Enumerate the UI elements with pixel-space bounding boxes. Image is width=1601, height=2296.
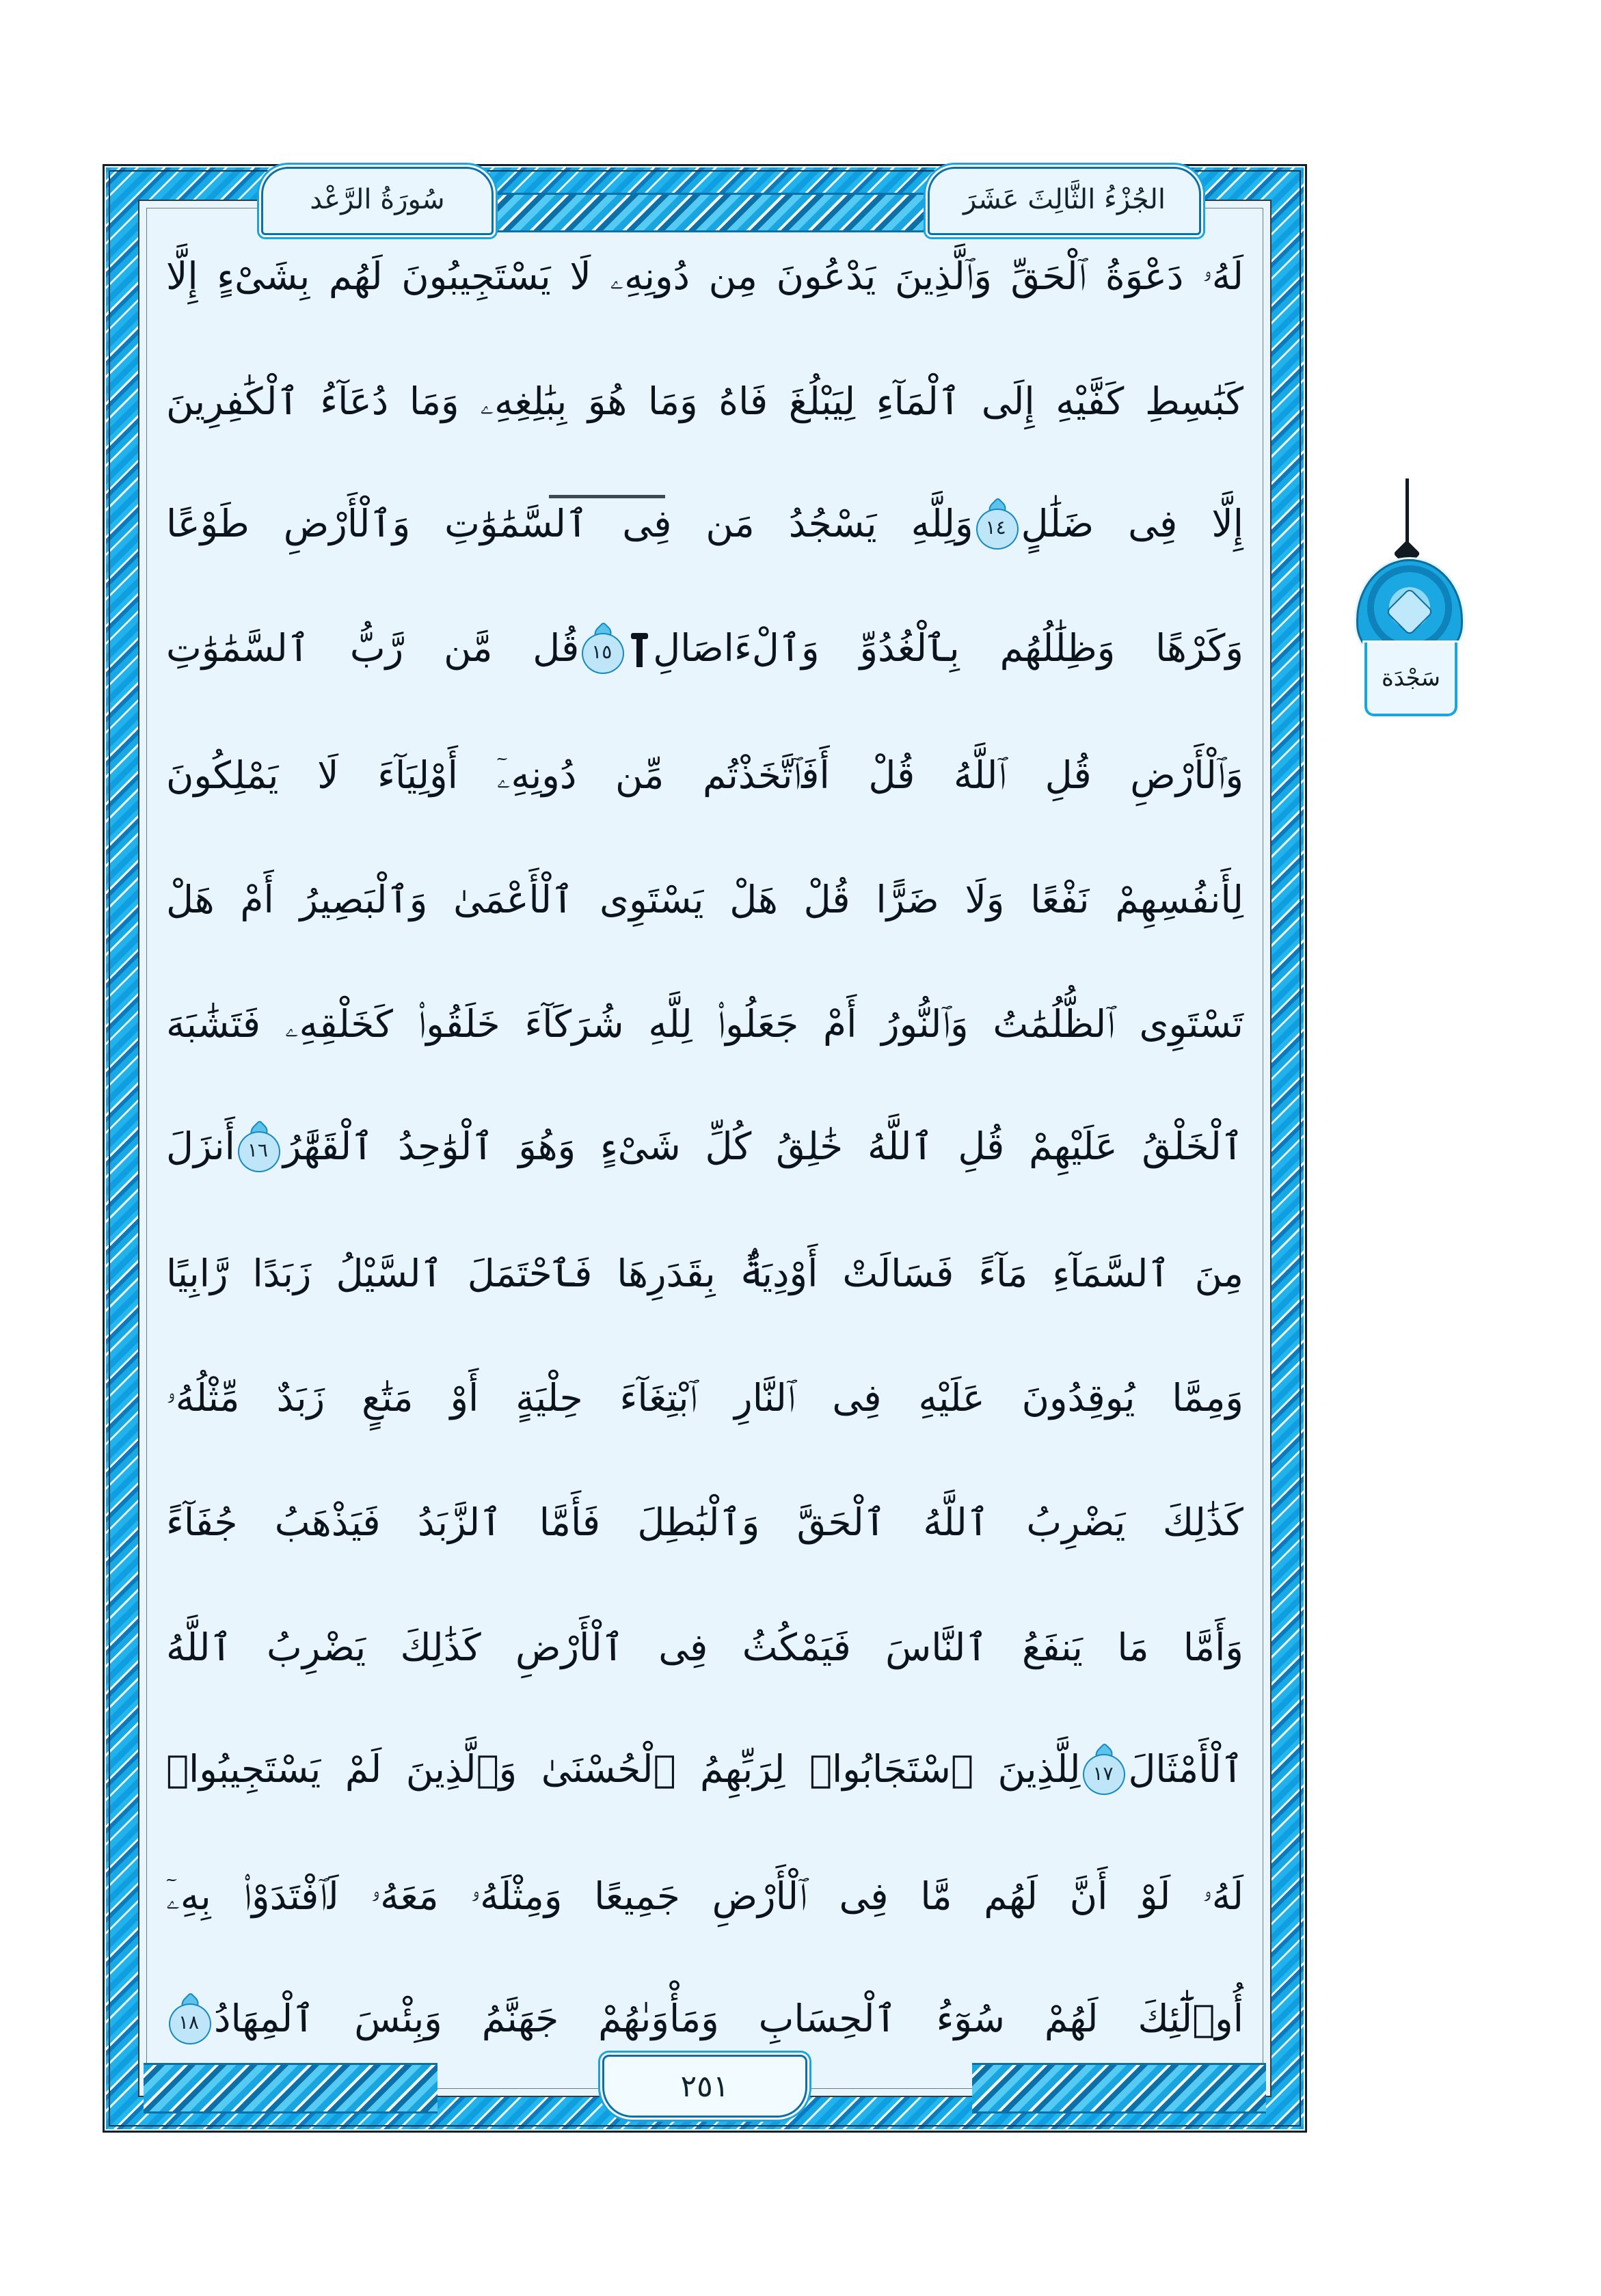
sajdah-margin-marker bbox=[1340, 478, 1477, 725]
quran-line-text bbox=[166, 1874, 1243, 1919]
ayah-number-marker bbox=[1083, 1748, 1125, 1795]
ayah-text-segment: لَهُۥ لَوْ أَنَّ لَهُم مَّا فِى ٱلْأَرْضِ جَمِيعًا وَمِثْلَهُۥ مَعَهُۥ لَٱفْتَدَوْا۟ بِهِۦٓ bbox=[166, 1874, 1243, 1919]
quran-text-panel bbox=[138, 200, 1272, 2097]
footer-ornament-right bbox=[972, 2063, 1266, 2113]
quran-line bbox=[166, 1472, 1243, 1574]
ayah-line-list bbox=[166, 226, 1243, 2072]
ayah-number-marker bbox=[976, 503, 1019, 550]
quran-line bbox=[166, 974, 1243, 1075]
madd-overline bbox=[549, 495, 665, 498]
quran-line-text bbox=[166, 1251, 1243, 1295]
footer-ornament-left bbox=[144, 2063, 438, 2113]
ayah-text-segment: كَذَٰلِكَ يَضْرِبُ ٱللَّهُ ٱلْحَقَّ وَٱلْبَٰطِلَ فَأَمَّا ٱلزَّبَدُ فَيَذْهَبُ جُفَآءً bbox=[166, 1500, 1243, 1545]
page-number-cartouche bbox=[602, 2055, 807, 2118]
quran-line-text bbox=[166, 627, 1243, 674]
surah-title: سُورَةُ الرَّعْد bbox=[310, 184, 445, 215]
surah-title-cartouche bbox=[261, 167, 494, 235]
ayah-text-segment: إِلَّا فِى ضَلَٰلٍ bbox=[1021, 501, 1243, 545]
ayah-text-segment: وَأَمَّا مَا يَنفَعُ ٱلنَّاسَ فَيَمْكُثُ فِى ٱلْأَرْضِ كَذَٰلِكَ يَضْرِبُ ٱللَّهُ bbox=[166, 1625, 1243, 1669]
quran-line-text bbox=[166, 503, 1243, 550]
ayah-text-segment: وَمِمَّا يُوقِدُونَ عَلَيْهِ فِى ٱلنَّارِ ٱبْتِغَآءَ حِلْيَةٍ أَوْ مَتَٰعٍ زَبَدٌ مِّثْلُهُۥ bbox=[166, 1375, 1243, 1420]
page-header bbox=[103, 161, 1307, 242]
ayah-text-segment: لَهُۥ دَعْوَةُ ٱلْحَقِّ وَٱلَّذِينَ يَدْعُونَ مِن دُونِهِۦ لَا يَسْتَجِيبُونَ لَهُم بِشَىْءٍ إِلَّا bbox=[166, 254, 1243, 299]
quran-line bbox=[166, 600, 1243, 701]
sajdah-label: سَجْدَة bbox=[1381, 664, 1441, 692]
sajdah-label-plate bbox=[1364, 643, 1457, 716]
ayah-number: ١٦ bbox=[247, 1139, 268, 1162]
quran-line-text bbox=[166, 1375, 1243, 1420]
ayah-text-segment: كَبَٰسِطِ كَفَّيْهِ إِلَى ٱلْمَآءِ لِيَبْلُغَ فَاهُ وَمَا هُوَ بِبَٰلِغِهِۦ وَمَا دُعَآءُ ٱلْكَٰفِرِينَ bbox=[166, 379, 1243, 423]
ayah-text-segment: ٱلْخَلْقُ عَلَيْهِمْ قُلِ ٱللَّهُ خَٰلِقُ كُلِّ شَىْءٍ وَهُوَ ٱلْوَٰحِدُ ٱلْقَهَّٰرُ bbox=[282, 1124, 1243, 1169]
quran-line-text bbox=[166, 877, 1243, 921]
quran-line bbox=[166, 351, 1243, 452]
ayah-text-segment: قُل مَّن رَّبُّ ٱلسَّمَٰوَٰتِ bbox=[166, 625, 580, 670]
quran-line bbox=[166, 1597, 1243, 1698]
ayah-text-segment: لِلَّذِينَ ٱسْتَجَابُوا۟ لِرَبِّهِمُ ٱلْحُسْنَىٰ وَٱلَّذِينَ لَمْ يَسْتَجِيبُوا۟ bbox=[166, 1747, 1081, 1792]
ayah-text-segment: مِنَ ٱلسَّمَآءِ مَآءً فَسَالَتْ أَوْدِيَةٌۢ بِقَدَرِهَا فَٱحْتَمَلَ ٱلسَّيْلُ زَبَدًا رَّابِيًا bbox=[166, 1251, 1243, 1295]
ayah-text-segment: وَٱلْأَرْضِ قُلِ ٱللَّهُ قُلْ أَفَٱتَّخَذْتُم مِّن دُونِهِۦٓ أَوْلِيَآءَ لَا يَمْلِكُونَ bbox=[166, 753, 1243, 797]
quran-line bbox=[166, 725, 1243, 826]
ayah-number-marker bbox=[582, 627, 624, 674]
ayah-number-marker bbox=[238, 1126, 280, 1172]
quran-line-text bbox=[166, 1625, 1243, 1669]
ayah-text-segment: أُو۟لَٰٓئِكَ لَهُمْ سُوٓءُ ٱلْحِسَابِ وَمَأْوَىٰهُمْ جَهَنَّمُ وَبِئْسَ ٱلْمِهَادُ bbox=[214, 1997, 1243, 2041]
ayah-text-segment: تَسْتَوِى ٱلظُّلُمَٰتُ وَٱلنُّورُ أَمْ جَعَلُوا۟ لِلَّهِ شُرَكَآءَ خَلَقُوا۟ كَخَلْقِهِۦ فَتَشَٰبَهَ bbox=[166, 1002, 1243, 1046]
quran-line-text bbox=[166, 753, 1243, 797]
ayah-number: ١٨ bbox=[178, 2011, 200, 2034]
quran-line bbox=[166, 476, 1243, 577]
juz-title-cartouche bbox=[928, 167, 1201, 235]
quran-line bbox=[166, 1721, 1243, 1822]
page-number: ٢٥١ bbox=[680, 2068, 729, 2104]
ayah-number: ١٥ bbox=[591, 640, 613, 664]
ayah-text-segment: لِأَنفُسِهِمْ نَفْعًا وَلَا ضَرًّا قُلْ هَلْ يَسْتَوِى ٱلْأَعْمَىٰ وَٱلْبَصِيرُ أَمْ هَلْ bbox=[166, 877, 1243, 921]
ayah-text-segment: أَنزَلَ bbox=[166, 1124, 235, 1169]
quran-line-text bbox=[166, 254, 1243, 299]
page-footer bbox=[103, 2045, 1307, 2133]
quran-line-text bbox=[166, 1126, 1243, 1172]
sajdah-inline-icon bbox=[631, 633, 649, 668]
quran-line bbox=[166, 1098, 1243, 1200]
ayah-text-segment: وَكَرْهًا وَظِلَٰلُهُم بِٱلْغُدُوِّ وَٱلْءَاصَالِ bbox=[653, 625, 1243, 670]
quran-text-area bbox=[146, 208, 1263, 2089]
quran-line bbox=[166, 849, 1243, 950]
quran-line-text bbox=[166, 1748, 1243, 1795]
quran-line-text bbox=[166, 379, 1243, 423]
quran-line-text bbox=[166, 1500, 1243, 1545]
quran-line bbox=[166, 1223, 1243, 1324]
ayah-number: ١٧ bbox=[1092, 1761, 1114, 1785]
ayah-text-segment: وَلِلَّهِ يَسْجُدُ مَن فِى ٱلسَّمَٰوَٰتِ وَٱلْأَرْضِ طَوْعًا bbox=[166, 501, 973, 545]
quran-line bbox=[166, 1348, 1243, 1449]
quran-line-text bbox=[166, 1998, 1243, 2044]
quran-line-text bbox=[166, 1002, 1243, 1046]
quran-line bbox=[166, 1846, 1243, 1947]
header-ornament-band bbox=[494, 193, 924, 232]
juz-title: الجُزْءُ الثَّالِثَ عَشَرَ bbox=[963, 184, 1166, 215]
ayah-number: ١٤ bbox=[985, 516, 1006, 539]
ayah-number-marker bbox=[169, 1998, 211, 2044]
ayah-text-segment: ٱلْأَمْثَالَ bbox=[1128, 1747, 1243, 1792]
